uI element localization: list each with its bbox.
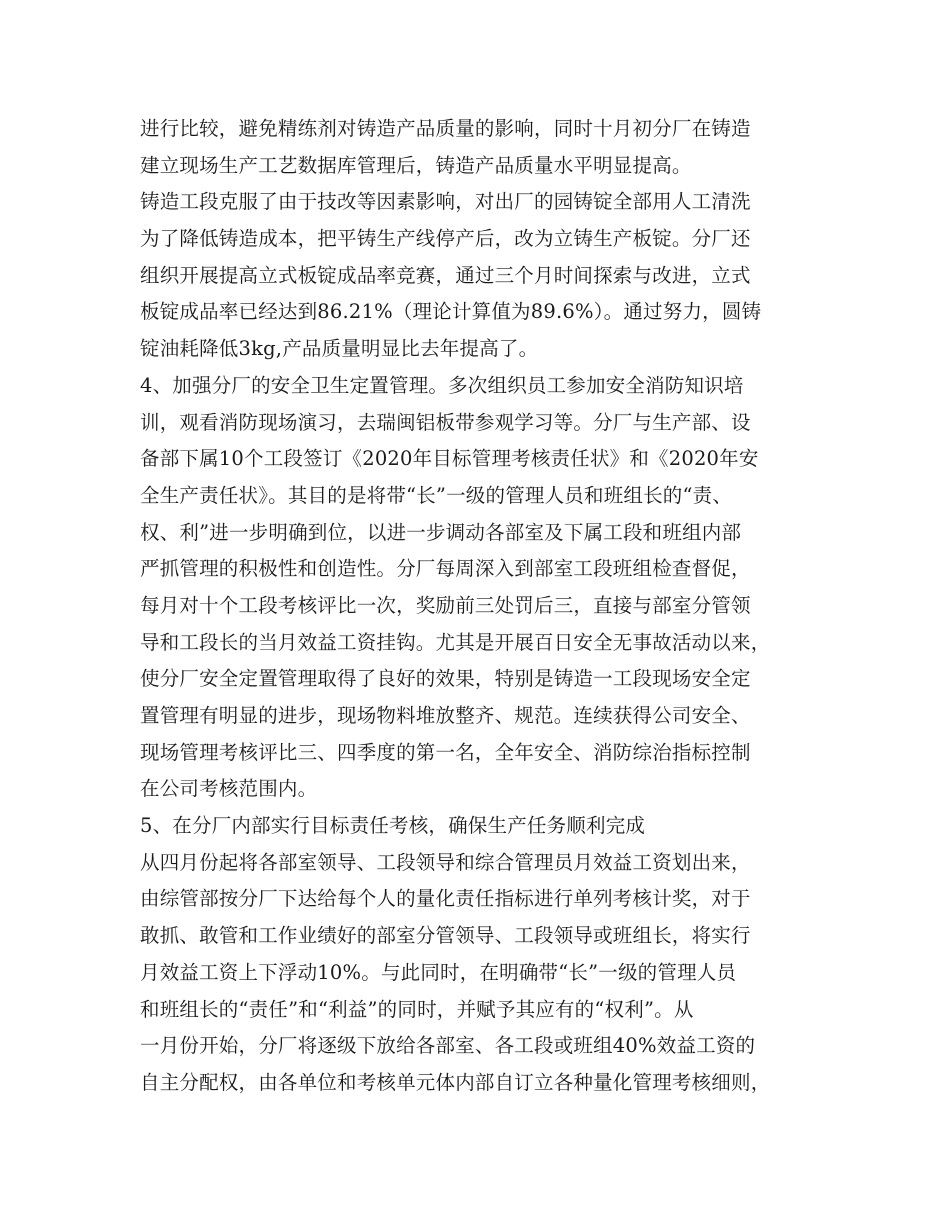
text-line: 备部下属10个工段签订《2020年目标管理考核责任状》和《2020年安 (140, 447, 759, 471)
text-line: 在公司考核范围内。 (140, 777, 318, 801)
text-line: 训，观看消防现场演习，去瑞闽铝板带参观学习等。分厂与生产部、设 (140, 410, 751, 434)
text-line: 自主分配权，由各单位和考核单元体内部自订立各种量化管理考核细则， (140, 1070, 771, 1094)
text-line: 铸造工段克服了由于技改等因素影响，对出厂的园铸锭全部用人工清洗 (140, 190, 751, 214)
text-line: 和班组长的“责任”和“利益”的同时，并赋予其应有的“权利”。从 (140, 997, 694, 1021)
text-line: 板锭成品率已经达到86.21%（理论计算值为89.6%）。通过努力，圆铸 (140, 300, 762, 324)
text-line: 使分厂安全定置管理取得了良好的效果，特别是铸造一工段现场安全定 (140, 667, 751, 691)
text-line: 组织开展提高立式板锭成品率竞赛，通过三个月时间探索与改进，立式 (140, 263, 751, 287)
text-line: 全生产责任状》。其目的是将带“长”一级的管理人员和班组长的“责、 (140, 483, 733, 507)
text-line: 导和工段长的当月效益工资挂钩。尤其是开展百日安全无事故活动以来， (140, 630, 771, 654)
text-line: 现场管理考核评比三、四季度的第一名，全年安全、消防综治指标控制 (140, 740, 751, 764)
text-line: 为了降低铸造成本，把平铸生产线停产后，改为立铸生产板锭。分厂还 (140, 227, 751, 251)
text-line: 权、利”进一步明确到位，以进一步调动各部室及下属工段和班组内部 (140, 520, 742, 544)
text-line: 建立现场生产工艺数据库管理后，铸造产品质量水平明显提高。 (140, 153, 692, 177)
text-line: 置管理有明显的进步，现场物料堆放整齐、规范。连续获得公司安全、 (140, 704, 751, 727)
text-line: 进行比较，避免精练剂对铸造产品质量的影响，同时十月初分厂在铸造 (140, 117, 751, 140)
text-line: 由综管部按分厂下达给每个人的量化责任指标进行单列考核计奖，对于 (140, 887, 751, 911)
text-line: 敢抓、敢管和工作业绩好的部室分管领导、工段领导或班组长，将实行 (140, 924, 751, 948)
text-line: 锭油耗降低3kg,产品质量明显比去年提高了。 (140, 337, 539, 361)
text-line: 每月对十个工段考核评比一次，奖励前三处罚后三，直接与部室分管领 (140, 593, 751, 617)
text-line: 月效益工资上下浮动10%。与此同时，在明确带“长”一级的管理人员 (140, 960, 737, 984)
text-line: 从四月份起将各部室领导、工段领导和综合管理员月效益工资划出来， (140, 850, 751, 874)
text-line: 严抓管理的积极性和创造性。分厂每周深入到部室工段班组检查督促， (140, 557, 751, 581)
document-body (140, 111, 830, 1102)
section-heading: 4、加强分厂的安全卫生定置管理。多次组织员工参加安全消防知识培 (140, 373, 744, 397)
section-heading: 5、在分厂内部实行目标责任考核，确保生产任务顺利完成 (140, 814, 646, 838)
text-line: 一月份开始，分厂将逐级下放给各部室、各工段或班组40%效益工资的 (140, 1034, 756, 1058)
